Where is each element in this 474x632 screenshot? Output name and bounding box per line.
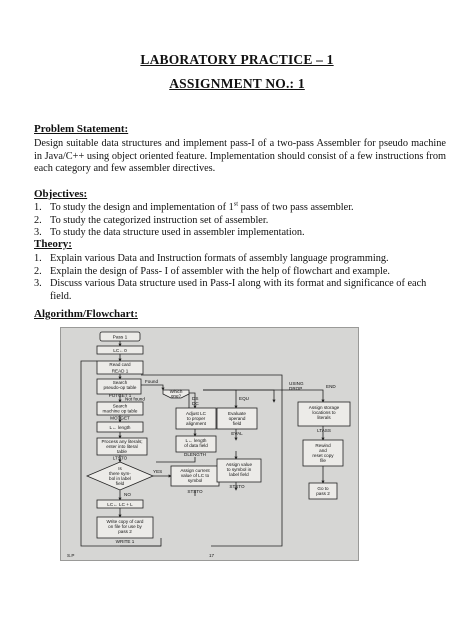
svg-text:to proper: to proper — [186, 416, 206, 421]
svg-text:and: and — [319, 448, 327, 453]
svg-text:literals: literals — [317, 415, 331, 420]
svg-text:WRITE 1: WRITE 1 — [115, 539, 135, 544]
algorithm-heading: Algorithm/Flowchart: — [34, 308, 138, 320]
svg-text:END: END — [326, 384, 336, 389]
objectives-list — [34, 202, 446, 240]
svg-text:pass 2: pass 2 — [118, 529, 132, 534]
list-item: 2. Explain the design of Pass- I of assembler with the help of flowchart and example. — [34, 265, 390, 277]
flowchart-canvas — [61, 328, 358, 560]
svg-text:LC←0: LC←0 — [113, 349, 127, 354]
svg-text:to symbol in: to symbol in — [226, 467, 252, 472]
svg-text:EVAL: EVAL — [231, 431, 243, 436]
svg-text:bol in label: bol in label — [109, 476, 131, 481]
svg-text:field: field — [232, 421, 242, 426]
list-item: 1. To study the design and implementation of 1st pass of two pass assembler. — [34, 200, 354, 213]
svg-text:L← length: L← length — [109, 425, 131, 430]
svg-text:Which: Which — [169, 389, 183, 394]
svg-text:EQU: EQU — [239, 396, 249, 401]
svg-text:field: field — [115, 481, 125, 486]
svg-text:NO: NO — [124, 492, 131, 497]
pass1-flowchart — [60, 327, 359, 561]
svg-text:USING: USING — [289, 381, 304, 386]
svg-text:Found: Found — [145, 379, 159, 384]
svg-text:Pass 1: Pass 1 — [112, 335, 128, 341]
svg-text:Adjust LC: Adjust LC — [186, 411, 206, 416]
svg-text:pass 2: pass 2 — [316, 491, 330, 496]
svg-text:pseudo-op table: pseudo-op table — [103, 385, 137, 390]
svg-text:Not found: Not found — [125, 396, 145, 402]
svg-text:YES: YES — [153, 469, 163, 474]
svg-text:locations to: locations to — [312, 410, 336, 415]
svg-text:STSTO: STSTO — [229, 484, 245, 489]
list-item: 3. To study the data structure used in assembler implementation. — [34, 227, 305, 239]
svg-text:Process any literals;: Process any literals; — [101, 439, 143, 444]
svg-text:machine op table: machine op table — [102, 408, 138, 414]
svg-text:DC: DC — [192, 401, 199, 406]
svg-text:Read card: Read card — [109, 362, 131, 367]
svg-text:L← length: L← length — [185, 438, 207, 443]
theory-list — [34, 253, 446, 303]
list-item: 3. Discuss various Data structure used in Pass-I along with its format and significance of each field. — [34, 278, 427, 302]
theory-heading: Theory: — [34, 238, 72, 250]
lab-title: LABORATORY PRACTICE – 1 — [140, 52, 334, 67]
svg-text:Search: Search — [112, 403, 128, 409]
svg-text:one?: one? — [170, 393, 182, 399]
svg-text:MOTGET: MOTGET — [110, 415, 130, 421]
svg-text:table: table — [117, 449, 127, 454]
svg-text:Search: Search — [112, 380, 128, 385]
svg-text:17: 17 — [209, 553, 215, 558]
objectives-heading: Objectives: — [34, 188, 88, 200]
svg-text:LC← LC + L: LC← LC + L — [107, 502, 133, 507]
svg-text:file: file — [320, 458, 326, 463]
svg-text:alignment: alignment — [186, 421, 206, 426]
svg-text:on file for use by: on file for use by — [108, 524, 142, 529]
svg-text:Rewind: Rewind — [315, 443, 331, 448]
assignment-title: ASSIGNMENT NO.: 1 — [169, 76, 305, 91]
svg-text:READ 1: READ 1 — [111, 368, 129, 374]
svg-text:of data field: of data field — [184, 443, 208, 448]
problem-text: Design suitable data structures and implement pass-I of a two-pass Assembler for pseudo machine in Java/C++ using object oriented feature. Implementation should consist of a few instructions from each category and few assembler directives. — [34, 138, 446, 175]
svg-text:there sym-: there sym- — [109, 471, 131, 476]
svg-text:DROP: DROP — [289, 386, 303, 391]
svg-text:Write copy of card: Write copy of card — [106, 519, 144, 524]
problem-heading: Problem Statement: — [34, 123, 129, 135]
svg-text:LTASS: LTASS — [317, 428, 331, 433]
svg-text:enter into literal: enter into literal — [106, 444, 138, 449]
svg-text:symbol: symbol — [187, 478, 203, 483]
svg-text:POTGET 1: POTGET 1 — [108, 393, 132, 398]
svg-text:DS: DS — [192, 396, 199, 401]
svg-text:operand: operand — [228, 416, 246, 421]
svg-text:STSTO: STSTO — [187, 489, 203, 494]
svg-text:Go to: Go to — [317, 486, 329, 491]
svg-text:DLENGTH: DLENGTH — [184, 452, 206, 457]
svg-text:Assign current: Assign current — [180, 468, 210, 473]
svg-text:Evaluate: Evaluate — [228, 411, 246, 416]
svg-text:Is: Is — [118, 466, 122, 471]
svg-text:Assign value: Assign value — [225, 462, 253, 467]
list-item: 2. To study the categorized instruction set of assembler. — [34, 214, 269, 226]
list-item: 1. Explain various Data and Instruction formats of assembly language programming. — [34, 253, 389, 264]
svg-text:value of LC to: value of LC to — [180, 473, 210, 478]
svg-text:S.P: S.P — [67, 553, 75, 558]
svg-text:Assign storage: Assign storage — [308, 405, 340, 410]
svg-text:LTSTO: LTSTO — [112, 455, 128, 461]
svg-text:reset copy: reset copy — [312, 453, 334, 458]
svg-text:label field: label field — [229, 472, 249, 477]
